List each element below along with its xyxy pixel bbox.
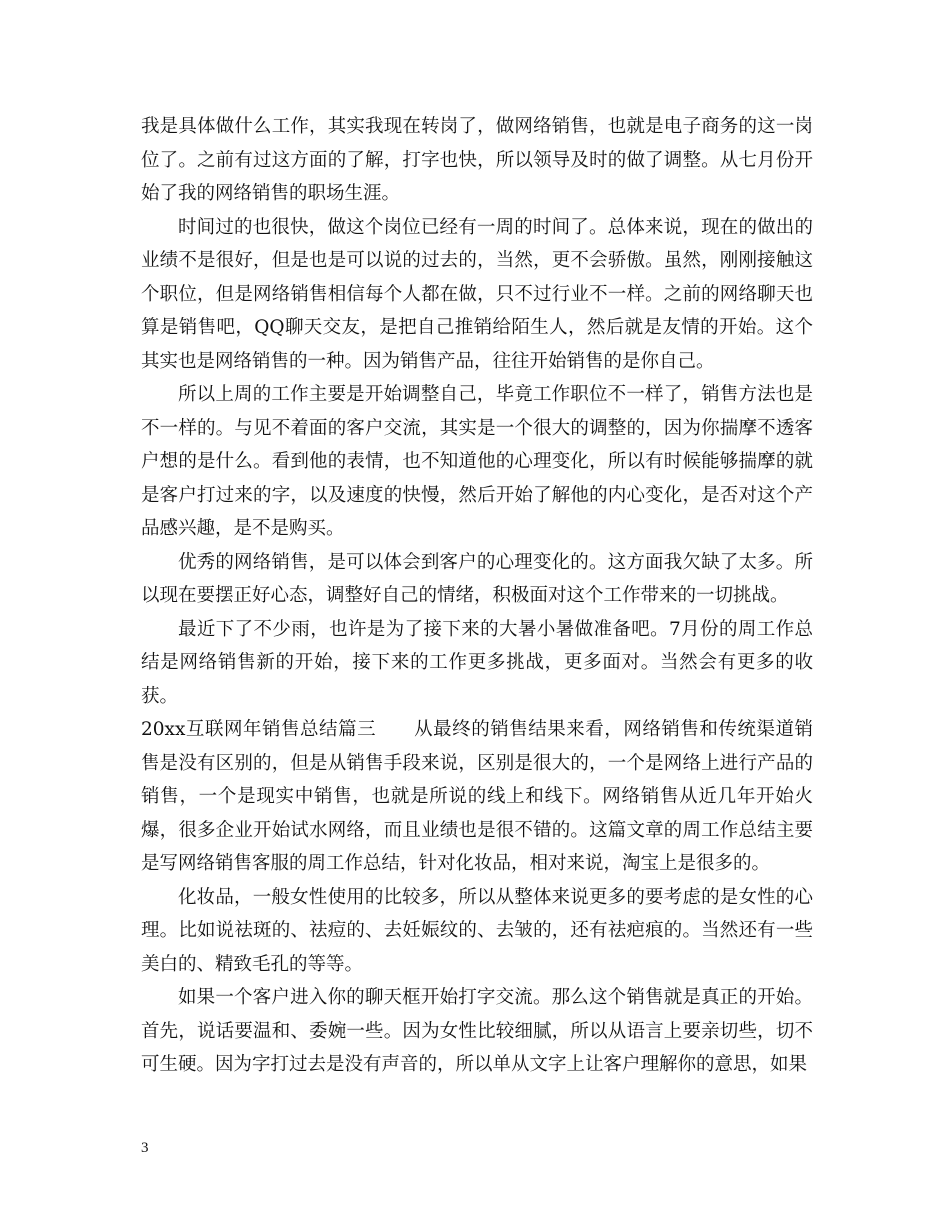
page-number: 3: [141, 1140, 149, 1156]
paragraph-2: 时间过的也很快，做这个岗位已经有一周的时间了。总体来说，现在的做出的业绩不是很好，但是也是可以说的过去的，当然，更不会骄傲。虽然，刚刚接触这个职位，但是网络销售相信每个人都在做，只不过行业不一样。之前的网络聊天也算是销售吧，QQ聊天交友，是把自己推销给陌生人，然后就是友情的开始。这个其实也是网络销售的一种。因为销售产品，往往开始销售的是你自己。: [141, 216, 813, 372]
paragraph-7: 化妆品，一般女性使用的比较多，所以从整体来说更多的要考虑的是女性的心理。比如说祛斑的、祛痘的、去妊娠纹的、去皱的，还有祛疤痕的。当然还有一些美白的、精致毛孔的等等。: [141, 886, 813, 975]
paragraph-4: 优秀的网络销售，是可以体会到客户的心理变化的。这方面我欠缺了太多。所以现在要摆正好心态，调整好自己的情绪，积极面对这个工作带来的一切挑战。: [141, 551, 813, 606]
paragraph-8: 如果一个客户进入你的聊天框开始打字交流。那么这个销售就是真正的开始。首先，说话要温和、委婉一些。因为女性比较细腻，所以从语言上要亲切些，切不可生硬。因为字打过去是没有声音的，所以单从文字上让客户理解你的意思，如果: [141, 987, 813, 1075]
paragraph-1: 我是具体做什么工作，其实我现在转岗了，做网络销售，也就是电子商务的这一岗位了。之前有过这方面的了解，打字也快，所以领导及时的做了调整。从七月份开始了我的网络销售的职场生涯。: [141, 116, 813, 204]
paragraph-6: 20xx互联网年销售总结篇三 从最终的销售结果来看，网络销售和传统渠道销售是没有区别的，但是从销售手段来说，区别是很大的，一个是网络上进行产品的销售，一个是现实中销售，也就是所说的线上和线下。网络销售从近几年开始火爆，很多企业开始试水网络，而且业绩也是很不错的。这篇文章的周工作总结主要是写网络销售客服的周工作总结，针对化妆品，相对来说，淘宝上是很多的。: [141, 719, 813, 874]
paragraph-5: 最近下了不少雨，也许是为了接下来的大暑小暑做准备吧。7月份的周工作总结是网络销售新的开始，接下来的工作更多挑战，更多面对。当然会有更多的收获。: [141, 618, 813, 707]
paragraph-3: 所以上周的工作主要是开始调整自己，毕竟工作职位不一样了，销售方法也是不一样的。与见不着面的客户交流，其实是一个很大的调整的，因为你揣摩不透客户想的是什么。看到他的表情，也不知道他的心理变化，所以有时候能够揣摩的就是客户打过来的字，以及速度的快慢，然后开始了解他的内心变化，是否对这个产品感兴趣，是不是购买。: [141, 384, 813, 539]
document-body: [141, 110, 813, 1082]
